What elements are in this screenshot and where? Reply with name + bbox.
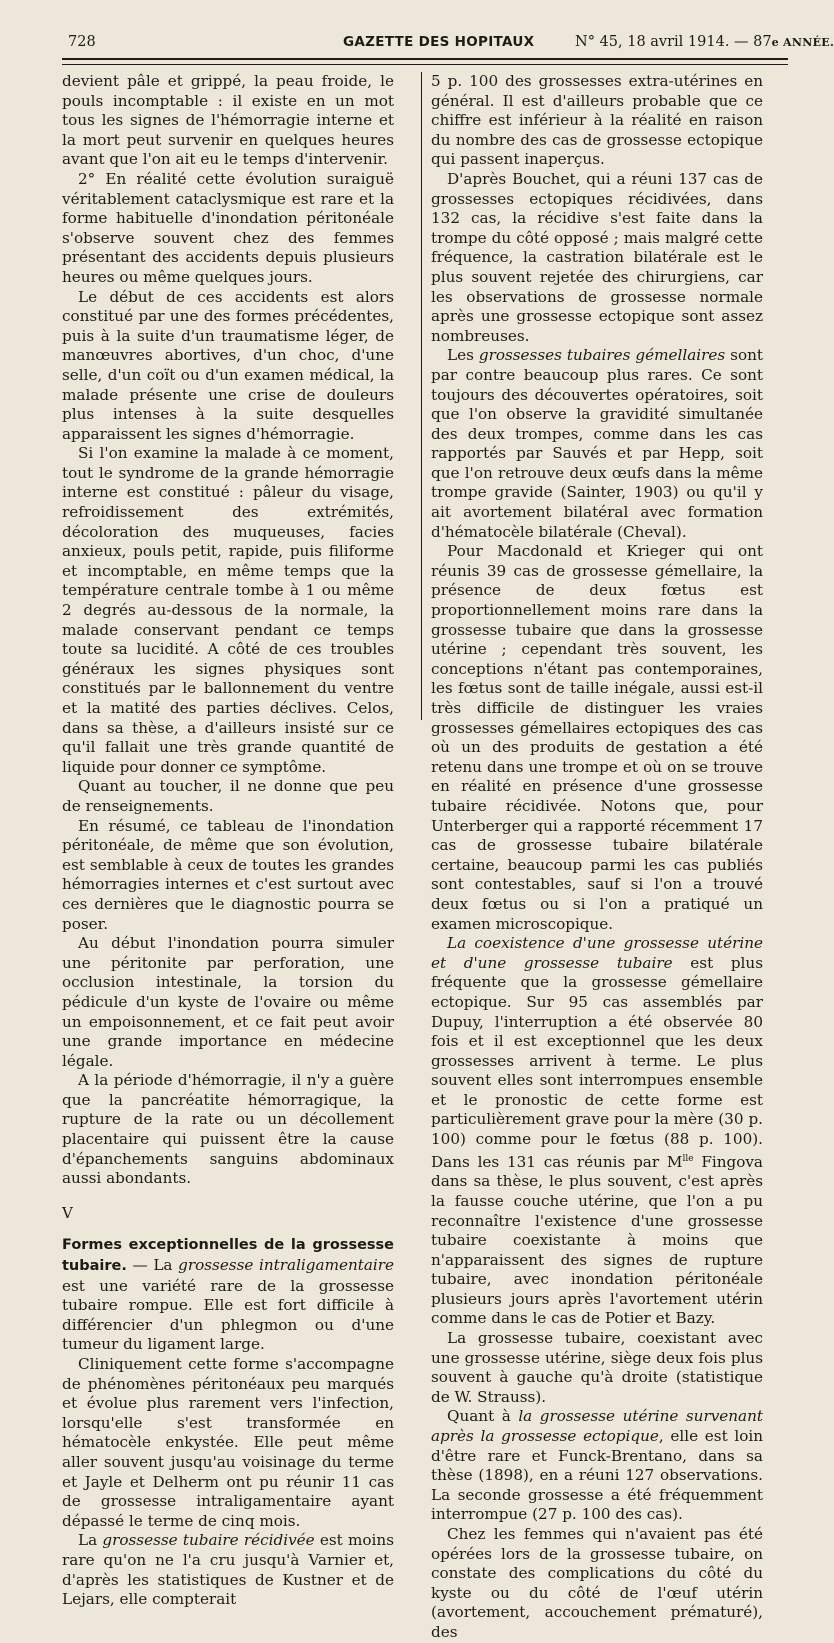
paragraph: Quant au toucher, il ne donne que peu de renseignements. xyxy=(62,777,394,815)
text-span: est plus fréquente que la grossesse gémellaire ectopique. Sur 95 cas assemblés par Dupuy, l'interruption a été observée 80 fois et il est exceptionnel que les deux grossesses arrivent à terme. Le plus souvent elles sont interrompues ensemble et le pronostic de cette forme est particulièrement grave pour la mère (30 p. 100) comme pour le fœtus (88 p. 100). Dans les 131 cas réunis par M xyxy=(431,953,763,1171)
section-number: V xyxy=(62,1203,73,1222)
paragraph xyxy=(431,1407,763,1525)
page-number: 728 xyxy=(68,34,96,50)
paragraph: En résumé, ce tableau de l'inondation péritonéale, de même que son évolution, est semblable à ceux de toutes les grandes hémorragies internes et c'est surtout avec ces dernières que le diagnostic pourra se poser. xyxy=(62,816,394,933)
section-title: Formes exceptionnelles de la grossesse tubaire. xyxy=(62,1237,394,1275)
issue-year-suffix: e ANNÉE. xyxy=(771,36,834,49)
italic-term: grossesses tubaires gémellaires xyxy=(478,346,726,365)
italic-term: grossesse intraligamentaire xyxy=(178,1256,394,1275)
italic-term: la grossesse utérine survenant après la grossesse ectopique xyxy=(431,1407,763,1446)
paragraph: Au début l'inondation pourra simuler une péritonite par perforation, une occlusion intestinale, la torsion du pédicule d'un kyste de l'ovaire ou même un empoisonnement, et ce fait peut avoir une grande importance en médecine légale. xyxy=(62,934,394,1070)
issue-info xyxy=(575,34,834,50)
paragraph: A la période d'hémorragie, il n'y a guère que la pancréatite hémorragique, la rupture de la rate ou un décollement placentaire qui puissent être la cause d'épanchements sanguins abdominaux aussi abondants. xyxy=(62,1071,394,1188)
running-header xyxy=(0,34,834,56)
paragraph: La grossesse tubaire, coexistant avec une grossesse utérine, siège deux fois plus souvent à gauche qu'à droite (statistique de W. Strauss). xyxy=(431,1329,763,1406)
paragraph xyxy=(62,1531,394,1609)
text-span: Quant à xyxy=(447,1407,519,1426)
text-span: — La xyxy=(126,1256,179,1275)
paragraph: Pour Macdonald et Krieger qui ont réunis 39 cas de grossesse gémellaire, la présence de deux fœtus est proportionnellement moins rare dans la grossesse tubaire que dans la grossesse utérine ; cependant très souvent, les conceptions n'étant pas contemporaines, les fœtus sont de taille inégale, aussi est-il très difficile de distinguer les vraies grossesses gémellaires ectopiques des cas où un des produits de gestation a été retenu dans une trompe et où on se trouve en réalité en présence d'une grossesse tubaire récidivée. Notons que, pour Unterberger qui a rapporté récemment 17 cas de grossesse tubaire bilatérale certaine, beaucoup parmi les cas publiés sont contestables, sauf si l'on a trouvé deux fœtus ou si l'on a pratiqué un examen microscopique. xyxy=(431,542,763,933)
text-span: , elle est loin d'être rare et Funck-Brentano, dans sa thèse (1898), en a réuni 127 observations. La seconde grossesse a été fréquemment interrompue (27 p. 100 des cas). xyxy=(431,1427,763,1524)
paragraph: 5 p. 100 des grossesses extra-utérines en général. Il est d'ailleurs probable que ce chiffre est inférieur à la réalité en raison du nombre des cas de grossesse ectopique qui passent inaperçus. xyxy=(431,72,763,169)
text-span: Fingova dans sa thèse, le plus souvent, c'est après la fausse couche utérine, que l'on a pu reconnaître l'existence d'une grossesse tubaire coexistante à moins que n'apparaissent des signes de rupture tubaire, avec inondation péritonéale plusieurs jours après l'avortement utérin comme dans le cas de Potier et Bazy. xyxy=(431,1152,763,1328)
text-span: est une variété rare de la grossesse tubaire rompue. Elle est fort difficile à différencier d'un phlegmon ou d'une tumeur du ligament large. xyxy=(62,1276,394,1354)
italic-term: grossesse tubaire récidivée xyxy=(102,1531,315,1550)
journal-title: GAZETTE DES HOPITAUX xyxy=(343,34,535,50)
text-span: sont par contre beaucoup plus rares. Ce sont toujours des découvertes opératoires, soit que l'on observe la gravidité simultanée des deux trompes, comme dans les cas rapportés par Sauvés et par Hepp, soit que l'on retrouve deux œufs dans la même trompe gravide (Sainter, 1903) ou qu'il y ait avortement bilatéral avec formation d'hématocèle bilatérale (Cheval). xyxy=(431,346,763,541)
superscript: lle xyxy=(682,1153,694,1164)
header-rule-thick xyxy=(62,58,788,60)
issue-date: N° 45, 18 avril 1914. — 87 xyxy=(575,34,772,50)
italic-term: La coexistence d'une grossesse utérine et d'une grossesse tubaire xyxy=(431,934,763,972)
header-rule-thin xyxy=(62,64,788,65)
left-column xyxy=(62,72,394,1610)
text-span: La xyxy=(78,1531,103,1550)
paragraph: Le début de ces accidents est alors constitué par une des formes précédentes, puis à la suite d'un traumatisme léger, de manœuvres abortives, d'un choc, d'une selle, d'un coït ou d'un examen médical, la malade présente une crise de douleurs plus intenses à la suite desquelles apparaissent les signes d'hémorragie. xyxy=(62,287,394,443)
paragraph: D'après Bouchet, qui a réuni 137 cas de grossesses ectopiques récidivées, dans 132 cas, la récidive s'est faite dans la trompe du côté opposé ; mais malgré cette fréquence, la castration bilatérale est le plus souvent rejetée des chirurgiens, car les observations de grossesse normale après une grossesse ectopique sont assez nombreuses. xyxy=(431,169,763,345)
right-column xyxy=(431,72,763,1643)
text-span: est moins rare qu'on ne l'a cru jusqu'à Varnier et, d'après les statistiques de Kustner et de Lejars, elle compterait xyxy=(62,1531,394,1609)
paragraph: devient pâle et grippé, la peau froide, le pouls incomptable : il existe en un mot tous les signes de l'hémorragie interne et la mort peut survenir en quelques heures avant que l'on ait eu le temps d'intervenir. xyxy=(62,72,394,169)
paragraph xyxy=(431,346,763,542)
paragraph: Chez les femmes qui n'avaient pas été opérées lors de la grossesse tubaire, on constate des complications du côté du kyste ou du côté de l'œuf utérin (avortement, accouchement prématuré), des xyxy=(431,1525,763,1641)
paragraph: 2° En réalité cette évolution suraiguë véritablement cataclysmique est rare et la forme habituelle d'inondation péritonéale s'observe souvent chez des femmes présentant des accidents depuis plusieurs heures ou même quelques jours. xyxy=(62,169,394,286)
paragraph: Si l'on examine la malade à ce moment, tout le syndrome de la grande hémorragie interne est constitué : pâleur du visage, refroidissement des extrémités, décoloration des muqueuses, facies anxieux, pouls petit, rapide, puis filiforme et incomptable, en même temps que la température centrale tombe à 1 ou même 2 degrés au-dessous de la normale, la malade conservant pendant ce temps toute sa lucidité. A côté de ces troubles généraux les signes physiques sont constitués par le ballonnement du ventre et la matité des parties déclives. Celos, dans sa thèse, a d'ailleurs insisté sur ce qu'il fallait une très grande quantité de liquide pour donner ce symptôme. xyxy=(62,444,394,776)
text-span: Les xyxy=(447,346,479,365)
column-divider xyxy=(421,72,422,720)
paragraph xyxy=(62,1235,394,1355)
paragraph: Cliniquement cette forme s'accompagne de phénomènes péritonéaux peu marqués et évolue plus rarement vers l'infection, lorsqu'elle s'est transformée en hématocèle enkystée. Elle peut même aller souvent jusqu'au voisinage du terme et Jayle et Delherm ont pu réunir 11 cas de grossesse intraligamentaire ayant dépassé le terme de cinq mois. xyxy=(62,1355,394,1530)
paragraph xyxy=(431,934,763,1329)
